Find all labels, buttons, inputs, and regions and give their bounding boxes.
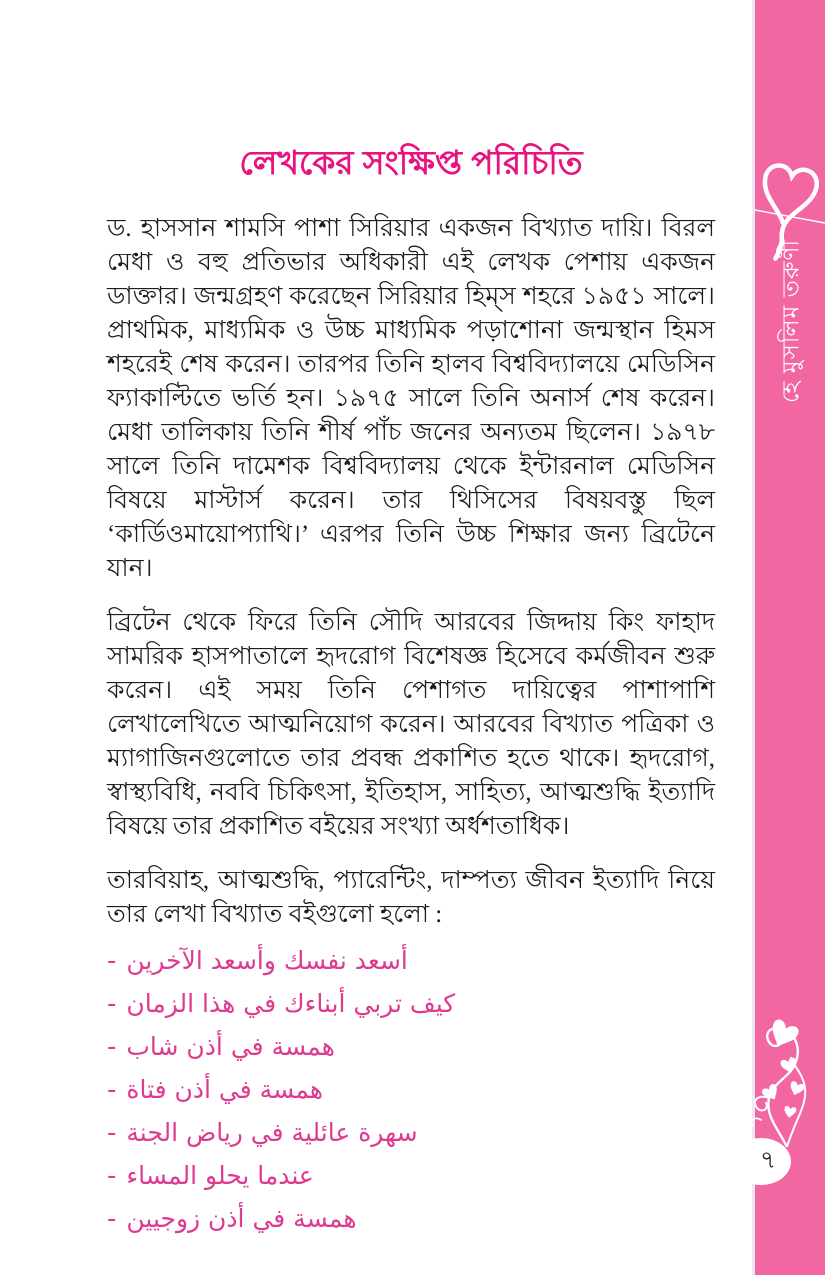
page-title: লেখকের সংক্ষিপ্ত পরিচিতি [239, 144, 583, 181]
book-title-arabic: همسة في أذن شاب [126, 1032, 335, 1061]
page-number: ৭ [759, 1146, 777, 1174]
book-list [107, 946, 715, 1234]
sidebar-series-title: হে মুসলিম তরুণী [777, 238, 804, 403]
list-dash-marker: - [107, 1161, 117, 1191]
list-dash-marker: - [107, 989, 117, 1019]
book-title-arabic: أسعد نفسك وأسعد الآخرين [126, 946, 408, 975]
book-title-arabic: عندما يحلو المساء [126, 1161, 314, 1190]
book-list-item [107, 1204, 715, 1234]
book-list-item [107, 989, 715, 1019]
book-title-arabic: همسة في أذن زوجيين [126, 1204, 357, 1233]
paragraph-author-intro: ড. হাসসান শামসি পাশা সিরিয়ার একজন বিখ্যাত দায়ি। বিরল মেধা ও বহু প্রতিভার অধিকারী এই লেখক পেশায় একজন ডাক্তার। জন্মগ্রহণ করেছেন সিরিয়ার হিম্‌স শহরে ১৯৫১ সালে। প্রাথমিক, মাধ্যমিক ও উচ্চ মাধ্যমিক পড়াশোনা জন্মস্থান হিমস শহরেই শেষ করেন। তারপর তিনি হালব বিশ্ববিদ্যালয়ে মেডিসিন ফ্যাকাল্টিতে ভর্তি হন। ১৯৭৫ সালে তিনি অনার্স শেষ করেন। মেধা তালিকায় তিনি শীর্ষ পাঁচ জনের অন্যতম ছিলেন। ১৯৭৮ সালে তিনি দামেশক বিশ্ববিদ্যালয় থেকে ইন্টারনাল মেডিসিন বিষয়ে মাস্টার্স করেন। তার থিসিসের বিষয়বস্তু ছিল ‘কার্ডিওমায়োপ্যাথি।’ এরপর তিনি উচ্চ শিক্ষার জন্য ব্রিটেনে যান। [107, 215, 715, 582]
book-list-item [107, 1161, 715, 1191]
list-dash-marker: - [107, 1204, 117, 1234]
book-title-arabic: همسة في أذن فتاة [126, 1075, 324, 1104]
swoosh-line [755, 210, 825, 223]
list-dash-marker: - [107, 1118, 117, 1148]
book-title-arabic: كيف تربي أبناءك في هذا الزمان [126, 989, 456, 1018]
book-list-item [107, 1075, 715, 1105]
book-list-item [107, 946, 715, 976]
page-content [107, 140, 715, 1247]
book-list-item [107, 1118, 715, 1148]
list-dash-marker: - [107, 946, 117, 976]
list-dash-marker: - [107, 1032, 117, 1062]
paragraph-career: ব্রিটেন থেকে ফিরে তিনি সৌদি আরবের জিদ্দায় কিং ফাহাদ সামরিক হাসপাতালে হৃদরোগ বিশেষজ্ঞ হিসেবে কর্মজীবন শুরু করেন। এই সময় তিনি পেশাগত দায়িত্বের পাশাপাশি লেখালেখিতে আত্মনিয়োগ করেন। আরবের বিখ্যাত পত্রিকা ও ম্যাগাজিনগুলোতে তার প্রবন্ধ প্রকাশিত হতে থাকে। হৃদরোগ, স্বাস্থ্যবিধি, নববি চিকিৎসা, ইতিহাস, সাহিত্য, আত্মশুদ্ধি ইত্যাদি বিষয়ে তার প্রকাশিত বইয়ের সংখ্যা অর্ধশতাধিক। [107, 609, 715, 840]
page-number-badge [731, 1138, 791, 1185]
paragraph-books-intro: তারবিয়াহ, আত্মশুদ্ধি, প্যারেন্টিং, দাম্পত্য জীবন ইত্যাদি নিয়ে তার লেখা বিখ্যাত বইগুলো হলো : [107, 867, 715, 928]
book-title-arabic: سهرة عائلية في رياض الجنة [126, 1118, 418, 1147]
sidebar-band [752, 0, 825, 1275]
list-dash-marker: - [107, 1075, 117, 1105]
floral-hearts-ornament [747, 1002, 825, 1147]
book-list-item [107, 1032, 715, 1062]
